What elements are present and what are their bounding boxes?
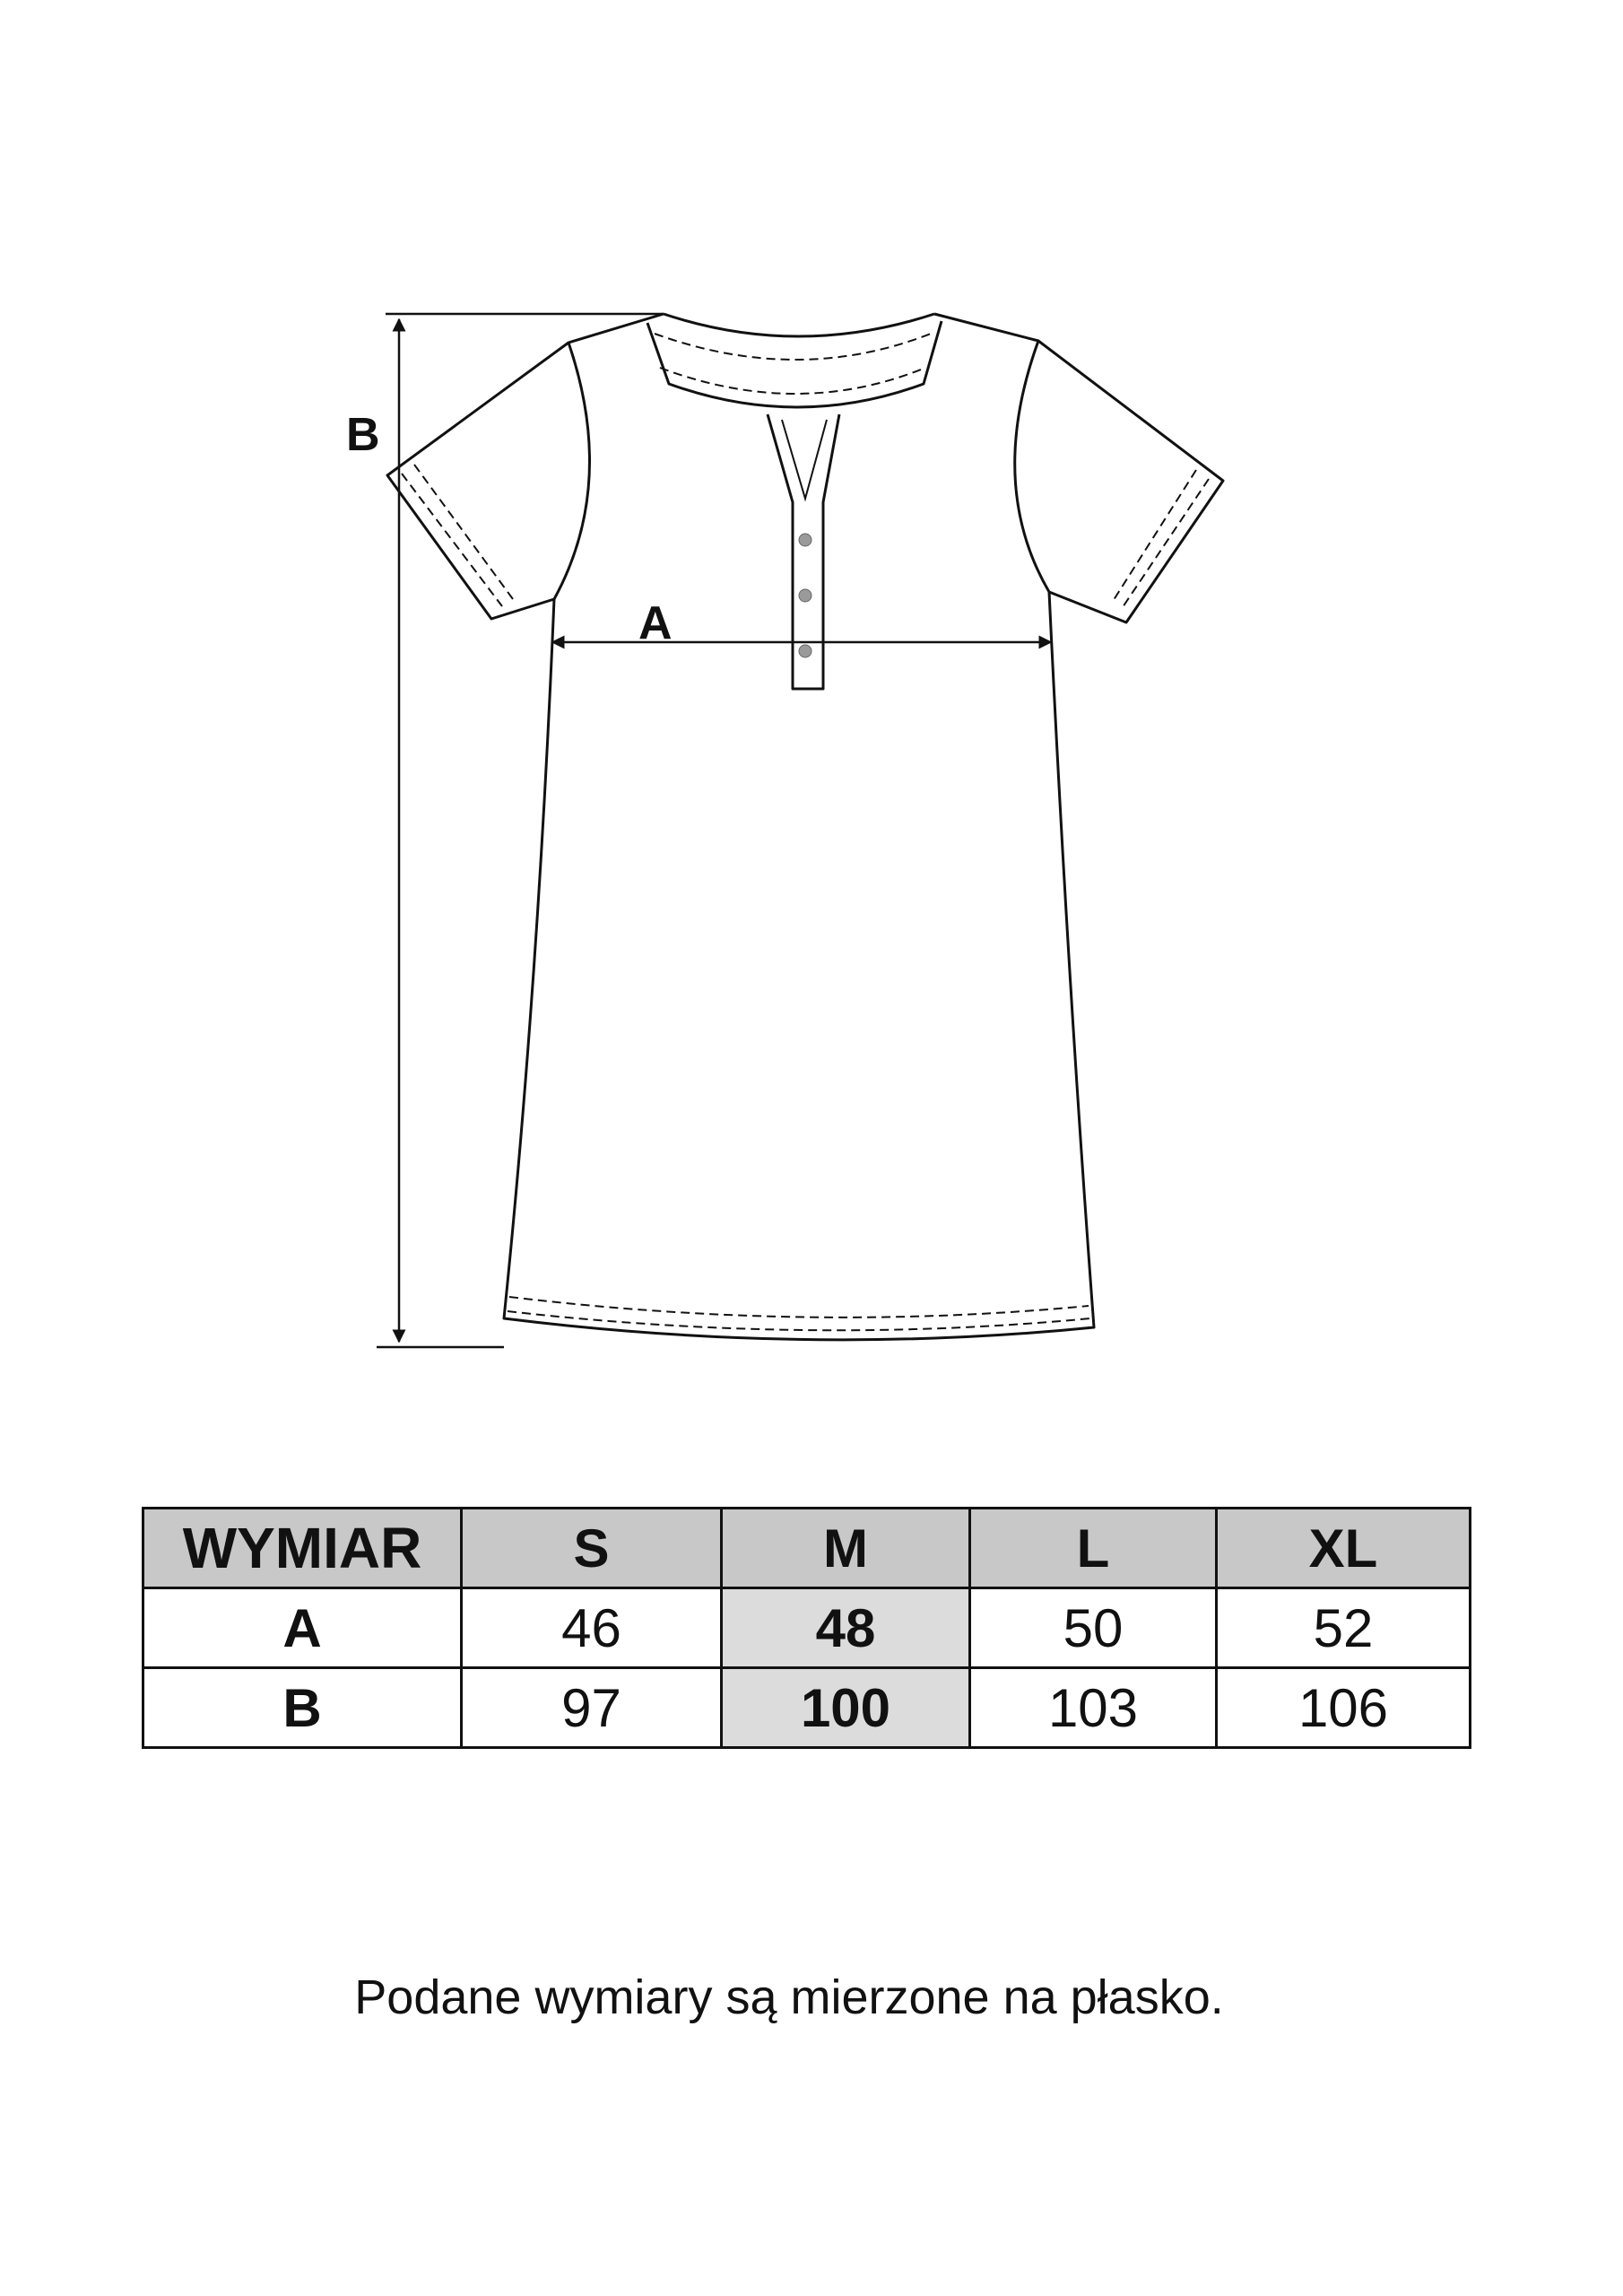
label-a: A	[638, 597, 673, 649]
header-cell-s: S	[462, 1509, 722, 1588]
header-cell-wymiar: WYMIAR	[143, 1509, 462, 1588]
table-cell: 97	[462, 1668, 722, 1748]
button-icon	[799, 589, 812, 602]
table-cell: 50	[970, 1588, 1217, 1668]
table-cell-highlighted: 48	[722, 1588, 970, 1668]
label-b: B	[346, 409, 380, 461]
size-table-header-row	[143, 1509, 1471, 1588]
row-label: B	[143, 1668, 462, 1748]
button-icon	[799, 645, 812, 657]
placket	[768, 414, 839, 689]
table-cell: 103	[970, 1668, 1217, 1748]
table-cell: 106	[1217, 1668, 1471, 1748]
table-cell: 46	[462, 1588, 722, 1668]
measurement-b	[377, 314, 664, 1347]
header-cell-xl: XL	[1217, 1509, 1471, 1588]
button-icon	[799, 534, 812, 546]
header-cell-m: M	[722, 1509, 970, 1588]
header-cell-l: L	[970, 1509, 1217, 1588]
table-cell-highlighted: 100	[722, 1668, 970, 1748]
table-cell: 52	[1217, 1588, 1471, 1668]
table-row	[143, 1588, 1471, 1668]
table-row	[143, 1668, 1471, 1748]
size-table	[142, 1507, 1471, 1749]
measurement-note: Podane wymiary są mierzone na płasko.	[354, 1970, 1224, 2024]
row-label: A	[143, 1588, 462, 1668]
